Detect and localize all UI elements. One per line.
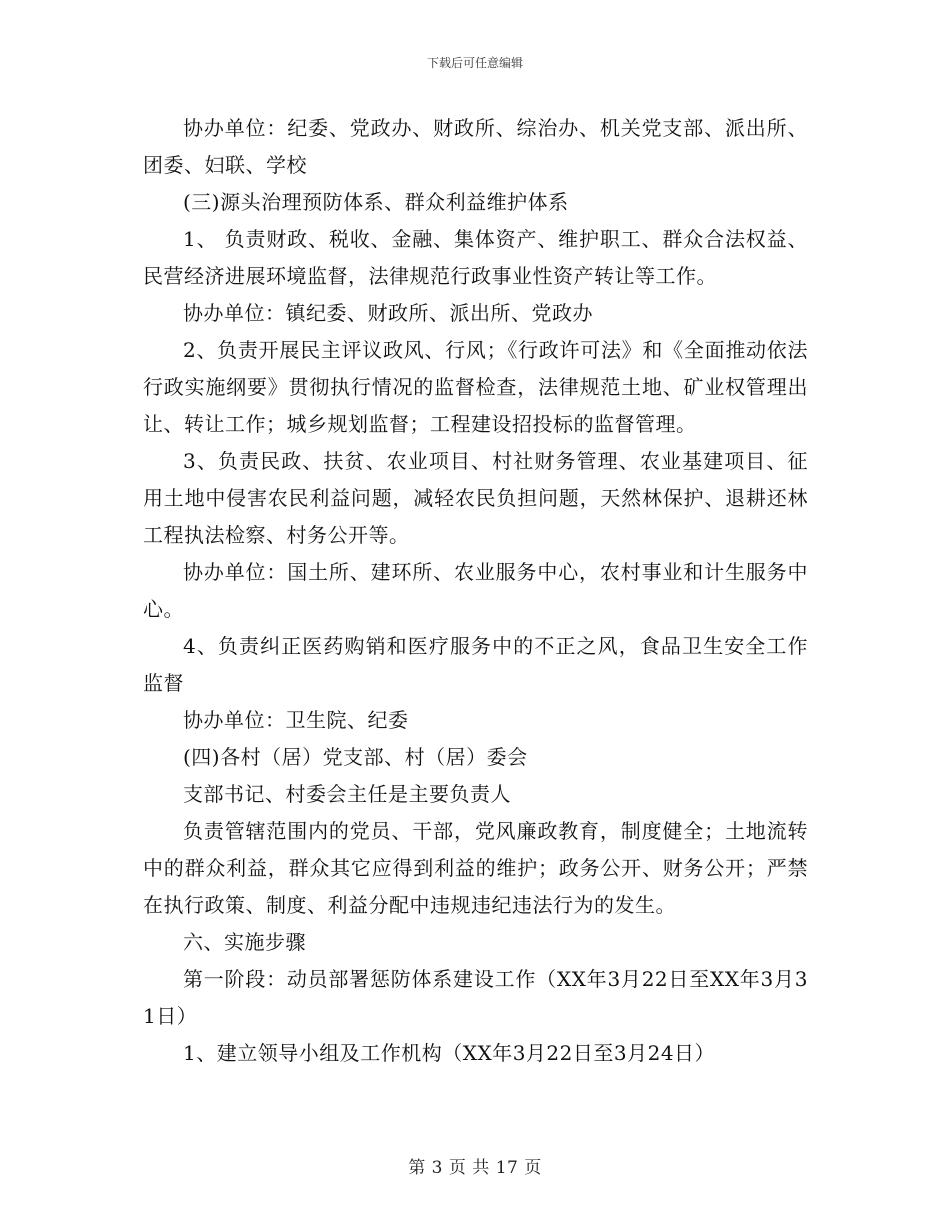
paragraph-item-4: 4、负责纠正医药购销和医疗服务中的不正之风，食品卫生安全工作监督	[143, 634, 808, 695]
paragraph-section-6-title: 六、实施步骤	[183, 930, 306, 954]
paragraph-co-units-4: 协办单位：卫生院、纪委	[183, 708, 409, 732]
paragraph-responsibilities: 负责管辖范围内的党员、干部，党风廉政教育，制度健全；土地流转中的群众利益，群众其它应得到利益的维护；政务公开、财务公开；严禁在执行政策、制度、利益分配中违规违纪违法行为的发生。	[143, 819, 808, 917]
paragraph-phase-1: 第一阶段：动员部署惩防体系建设工作（XX年3月22日至XX年3月31日）	[143, 967, 808, 1028]
paragraph-responsible-person: 支部书记、村委会主任是主要负责人	[183, 782, 511, 806]
paragraph-phase-1-step-1: 1、建立领导小组及工作机构（XX年3月22日至3月24日）	[183, 1041, 716, 1065]
document-body	[143, 110, 808, 1072]
paragraph-co-units-1: 协办单位：纪委、党政办、财政所、综治办、机关党支部、派出所、团委、妇联、学校	[143, 116, 808, 177]
paragraph-co-units-3: 协办单位：国土所、建环所、农业服务中心，农村事业和计生服务中心。	[143, 560, 808, 621]
paragraph-section-3-title: (三)源头治理预防体系、群众利益维护体系	[183, 190, 569, 214]
paragraph-item-1: 1、 负责财政、税收、金融、集体资产、维护职工、群众合法权益、民营经济进展环境监督，法律规范行政事业性资产转让等工作。	[143, 227, 808, 288]
page-number-text: 第 3 页 共 17 页	[408, 1158, 542, 1178]
paragraph-item-2: 2、负责开展民主评议政风、行风；《行政许可法》和《全面推动依法行政实施纲要》贯彻执行情况的监督检查，法律规范土地、矿业权管理出让、转让工作；城乡规划监督；工程建设招投标的监督管理。	[143, 338, 808, 436]
page-number-footer	[0, 1153, 950, 1178]
paragraph-item-3: 3、负责民政、扶贫、农业项目、村社财务管理、农业基建项目、征用土地中侵害农民利益问题，减轻农民负担问题，天然林保护、退耕还林工程执法检察、村务公开等。	[143, 449, 808, 547]
paragraph-section-4-title: (四)各村（居）党支部、村（居）委会	[183, 745, 528, 769]
page-header: 下载后可任意编辑	[426, 56, 523, 70]
paragraph-co-units-2: 协办单位：镇纪委、财政所、派出所、党政办	[183, 301, 593, 325]
